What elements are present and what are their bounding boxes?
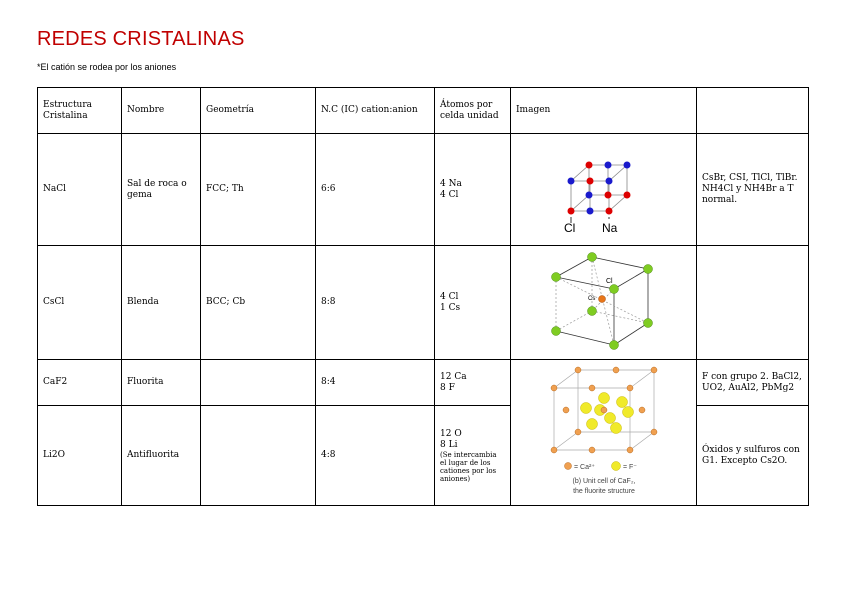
cell-imagen [511, 246, 697, 360]
atomos-line-2: 8 Li [440, 439, 458, 450]
cell-nombre: Blenda [122, 246, 201, 360]
caf2-structure-image [544, 362, 664, 500]
table-row [38, 360, 809, 406]
cell-atomos [435, 246, 511, 360]
crystal-lattice-table [37, 87, 809, 506]
header-estructura: Estructura Cristalina [38, 88, 122, 134]
nacl-structure-image [549, 143, 659, 233]
caf2-caption-2: the fluorite structure [572, 487, 635, 495]
cell-extra: CsBr, CSI, TlCl, TlBr. NH4Cl y NH4Br a T normal. [697, 134, 809, 246]
header-nombre: Nombre [122, 88, 201, 134]
na-atoms [567, 161, 630, 214]
cell-geometria: FCC; Th [201, 134, 316, 246]
cell-nc: 8:4 [316, 360, 435, 406]
cell-atomos [435, 134, 511, 246]
atomos-line-1: 4 Na [440, 178, 462, 189]
cell-imagen [511, 360, 697, 506]
cell-estructura: NaCl [38, 134, 122, 246]
atomos-line-2: 8 F [440, 382, 455, 393]
cell-nombre: Fluorita [122, 360, 201, 406]
header-geometria: Geometría [201, 88, 316, 134]
cell-extra: Óxidos y sulfuros con G1. Excepto Cs2O. [697, 406, 809, 506]
cell-estructura: CaF2 [38, 360, 122, 406]
cell-atomos [435, 406, 511, 506]
page-subtitle: *El catión se rodea por los aniones [37, 62, 177, 72]
nacl-cl-label: Cl [563, 220, 575, 233]
cell-extra: F con grupo 2. BaCl2, UO2, AuAl2, PbMg2 [697, 360, 809, 406]
legend-ca: = Ca²⁺ [573, 463, 595, 471]
header-nc: N.C (IC) cation:anion [316, 88, 435, 134]
cell-atomos [435, 360, 511, 406]
cell-nombre: Antifluorita [122, 406, 201, 506]
header-imagen: Imagen [511, 88, 697, 134]
cell-nc: 4:8 [316, 406, 435, 506]
atomos-line-1: 12 O [440, 428, 462, 439]
cell-nc: 8:8 [316, 246, 435, 360]
caf2-caption-1: (b) Unit cell of CaF₂, [571, 477, 636, 485]
table-row [38, 246, 809, 360]
cscl-structure-image [544, 249, 664, 353]
cl-atoms [567, 161, 630, 214]
header-atomos: Átomos por celda unidad [435, 88, 511, 134]
cell-geometria [201, 406, 316, 506]
cell-geometria: BCC; Cb [201, 246, 316, 360]
f-atoms [580, 392, 633, 433]
cell-nombre: Sal de roca o gema [122, 134, 201, 246]
cscl-cl-label: Cl [605, 277, 613, 285]
cell-extra [697, 246, 809, 360]
cell-geometria [201, 360, 316, 406]
header-extra [697, 88, 809, 134]
legend-f: = F⁻ [622, 463, 637, 471]
atomos-line-2: 4 Cl [440, 189, 459, 200]
atomos-line-2: 1 Cs [440, 302, 461, 313]
cell-estructura: Li2O [38, 406, 122, 506]
cell-imagen [511, 134, 697, 246]
table-row [38, 134, 809, 246]
cell-nc: 6:6 [316, 134, 435, 246]
page-title: REDES CRISTALINAS [37, 28, 245, 50]
cs-atom [598, 295, 605, 302]
atomos-note: (Se intercambia el lugar de los cationes por los aniones) [440, 450, 497, 483]
table-header-row [38, 88, 809, 134]
atomos-line-1: 4 Cl [440, 291, 459, 302]
nacl-na-label: Na [601, 220, 617, 233]
cscl-cs-label: Cs [587, 295, 595, 302]
cell-estructura: CsCl [38, 246, 122, 360]
atomos-line-1: 12 Ca [440, 371, 467, 382]
